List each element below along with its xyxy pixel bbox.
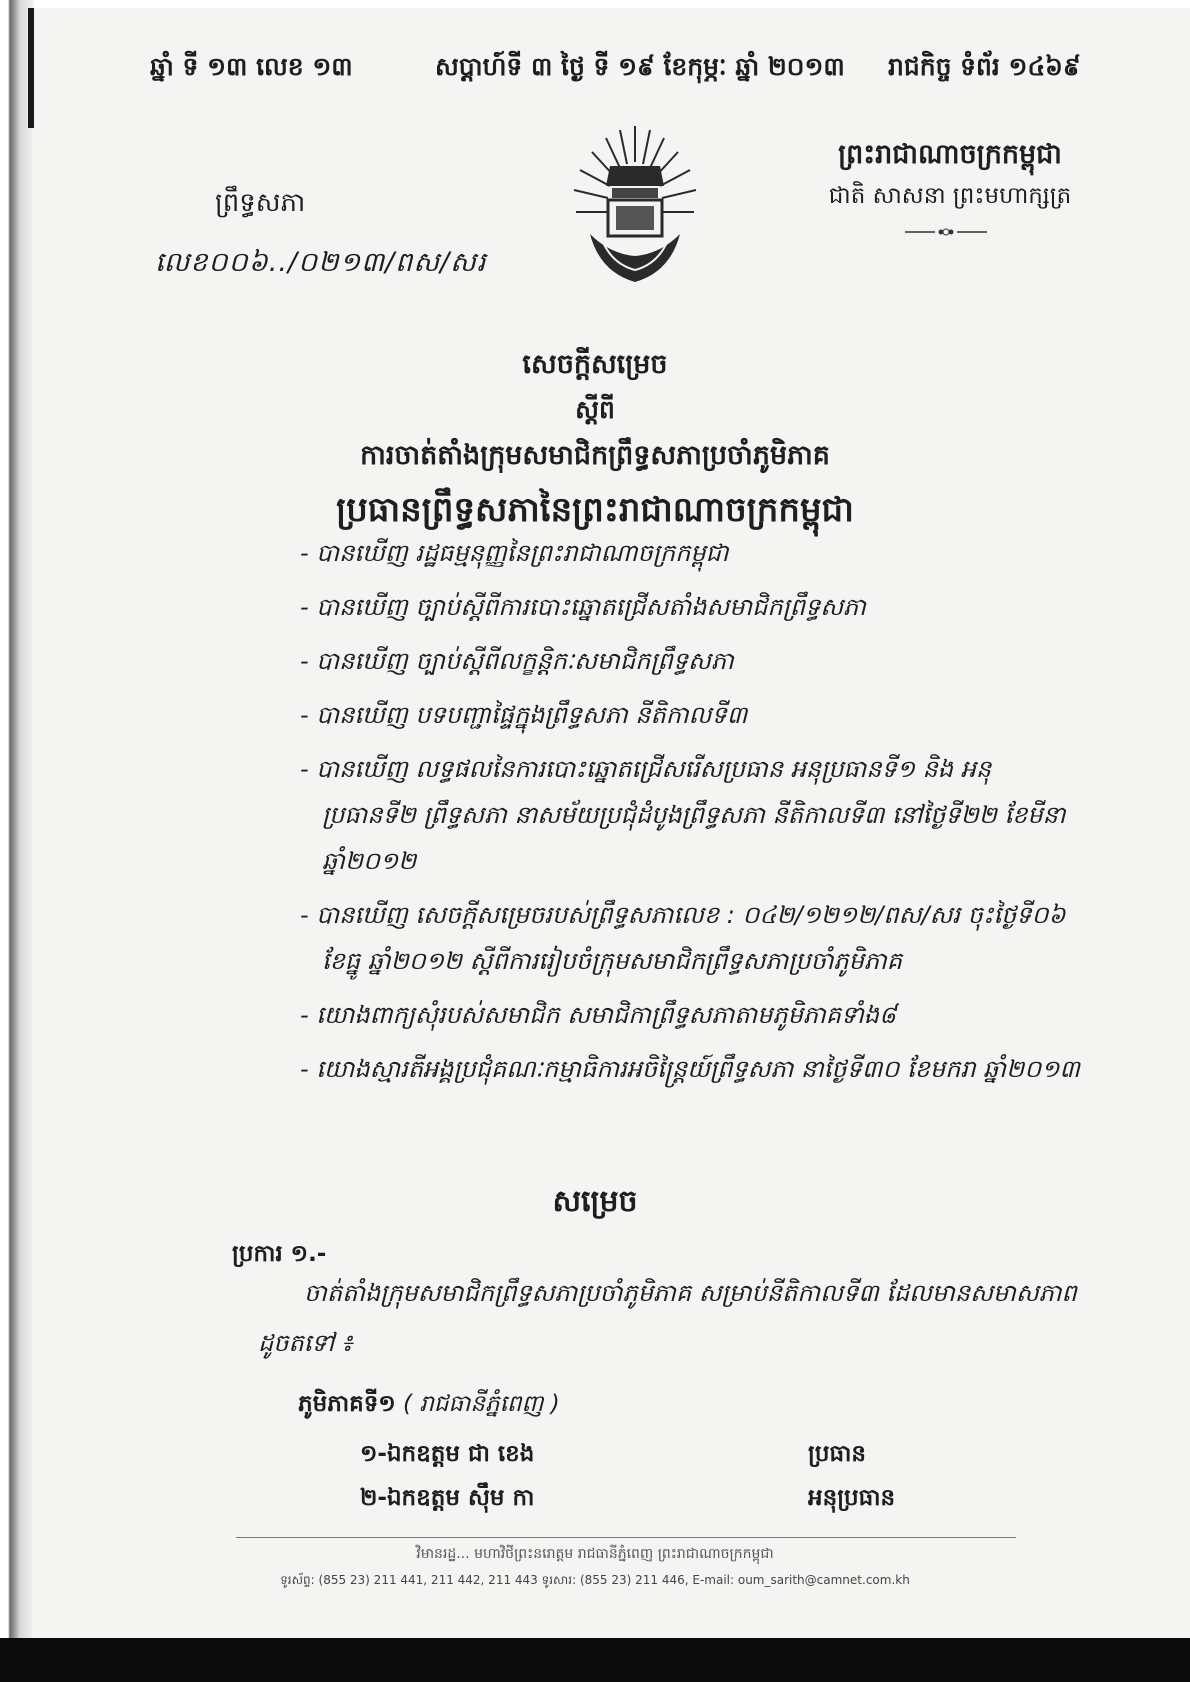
constituency-heading <box>298 1390 560 1423</box>
recital-item: - យោងស្មារតីអង្គប្រជុំគណៈកម្មាធិការអចិន្ត្រៃយ៍ព្រឹទ្ធសភា នាថ្ងៃទី៣០ ខែមករា ឆ្នាំ២០១៣ <box>300 1055 1080 1083</box>
title-line-3: ការចាត់តាំងក្រុមសមាជិកព្រឹទ្ធសភាប្រចាំភូមិភាគ <box>360 440 830 471</box>
footer-address: វិមានរដ្ឋ... មហាវិថីព្រះនរោត្តម រាជធានីភ្នំពេញ ព្រះរាជាណាចក្រកម្ពុជា <box>416 1546 774 1562</box>
gazette-page: រាជកិច្ច ទំព័រ ១៤៦៩ <box>888 52 1081 81</box>
recitals-list <box>300 530 1080 1100</box>
member-role: អនុប្រធាន <box>808 1485 896 1511</box>
recital-item: - បានឃើញ បទបញ្ជាផ្ទៃក្នុងព្រឹទ្ធសភា នីតិកាលទី៣ <box>300 701 748 729</box>
decision-title <box>0 348 1190 538</box>
gazette-date: សប្តាហ៍ទី ៣ ថ្ងៃ ទី ១៩ ខែកុម្ភៈ ឆ្នាំ ២០១៣ <box>435 52 845 81</box>
national-motto: ជាតិ សាសនា ព្រះមហាក្សត្រ <box>828 183 1072 209</box>
recital-item: - បានឃើញ លទ្ធផលនៃការបោះឆ្នោតជ្រើសរើសប្រធាន អនុប្រធានទី១ និង អនុប្រធានទី២ ព្រឹទ្ធសភា នាសម័យប្រជុំដំបូងព្រឹទ្ធសភា នីតិកាលទី៣ នៅថ្ងៃទី២២ ខែមីនា ឆ្នាំ២០១២ <box>300 755 1066 875</box>
scan-left-shadow <box>0 0 34 1682</box>
recital-item: - បានឃើញ សេចក្តីសម្រេចរបស់ព្រឹទ្ធសភាលេខ : ០៤២/១២១២/ពស/សរ ចុះថ្ងៃទី០៦ ខែធ្នូ ឆ្នាំ២០១២ ស្តីពីការរៀបចំក្រុមសមាជិកព្រឹទ្ធសភាប្រចាំភូមិភាគ <box>300 901 1066 975</box>
footer-contact: ទូរស័ព្ទ: (855 23) 211 441, 211 442, 211 443 ទូរសារ: (855 23) 211 446, E-mail: oum_sarith@camnet.com.kh <box>280 1573 910 1587</box>
article-1-label: ប្រការ ១.- <box>232 1241 327 1267</box>
title-line-2: ស្តីពី <box>575 395 615 424</box>
member-name: ២-ឯកឧត្តម ស៊ឹម កា <box>360 1485 535 1511</box>
scan-binding-mark <box>28 8 34 128</box>
member-role: ប្រធាន <box>808 1441 866 1467</box>
recital-item: - បានឃើញ ច្បាប់ស្តីពីលក្ខន្តិកៈសមាជិកព្រឹទ្ធសភា <box>300 647 734 675</box>
recital-item: - បានឃើញ រដ្ឋធម្មនុញ្ញនៃព្រះរាជាណាចក្រកម្ពុជា <box>300 539 729 567</box>
article-1-text: ចាត់តាំងក្រុមសមាជិកព្រឹទ្ធសភាប្រចាំភូមិភាគ សម្រាប់នីតិកាលទី៣ ដែលមានសមាសភាព ដូចតទៅ ៖ <box>258 1279 1077 1357</box>
motto-ornament-icon <box>905 226 987 238</box>
issuer-name: ព្រឹទ្ធសភា <box>215 188 306 218</box>
title-line-1: សេចក្តីសម្រេច <box>522 349 668 380</box>
reference-number: លេខ០០៦../០២១៣/ពស/សរ <box>155 247 487 278</box>
title-line-4: ប្រធានព្រឹទ្ធសភានៃព្រះរាជាណាចក្រកម្ពុជា <box>336 490 854 530</box>
kingdom-heading: ព្រះរាជាណាចក្រកម្ពុជា <box>838 139 1062 170</box>
member-name: ១-ឯកឧត្តម ជា ខេង <box>360 1441 535 1467</box>
decision-heading: សម្រេច <box>552 1184 638 1219</box>
recital-item: - យោងពាក្យសុំរបស់សមាជិក សមាជិកាព្រឹទ្ធសភាតាមភូមិភាគទាំង៨ <box>300 1001 897 1029</box>
constituency-place: ( រាជធានីភ្នំពេញ ) <box>403 1391 560 1417</box>
gazette-year-issue: ឆ្នាំ ទី ១៣ លេខ ១៣ <box>150 52 353 81</box>
scan-bottom-band <box>0 1638 1190 1682</box>
royal-emblem-icon <box>560 122 710 290</box>
scan-top-margin <box>0 0 1190 8</box>
recital-item: - បានឃើញ ច្បាប់ស្តីពីការបោះឆ្នោតជ្រើសតាំងសមាជិកព្រឹទ្ធសភា <box>300 593 866 621</box>
constituency-label: ភូមិភាគទី១ <box>298 1391 396 1417</box>
footer-divider <box>236 1537 1016 1538</box>
